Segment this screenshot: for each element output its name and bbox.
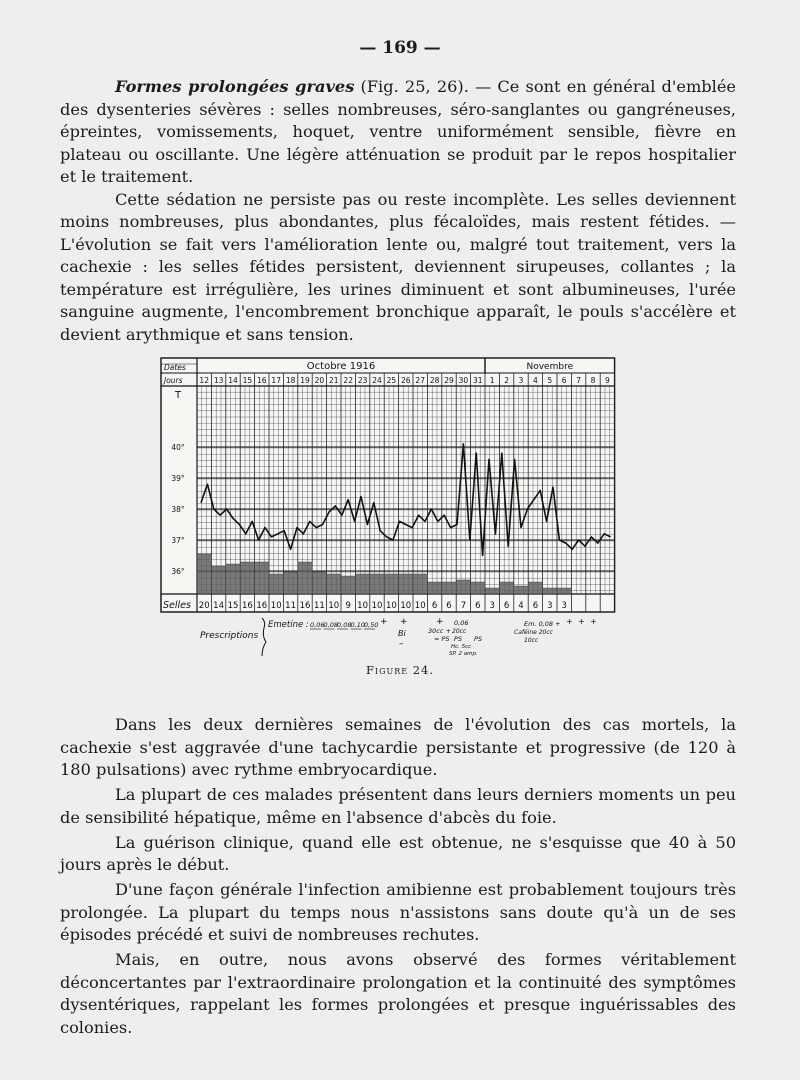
selles-value: 6 bbox=[475, 601, 481, 611]
selles-bar bbox=[442, 582, 456, 594]
selles-bar bbox=[370, 574, 384, 594]
day-label: 18 bbox=[285, 376, 296, 385]
selles-value: 3 bbox=[561, 601, 567, 611]
day-label: 25 bbox=[386, 376, 397, 385]
day-label: 24 bbox=[372, 376, 382, 385]
day-label: 16 bbox=[257, 376, 267, 385]
selles-bar bbox=[327, 574, 341, 594]
selles-bar bbox=[226, 564, 240, 594]
selles-bar bbox=[543, 588, 557, 594]
temperature-axis-label: T bbox=[175, 390, 182, 401]
selles-value: 10 bbox=[371, 601, 383, 611]
selles-label: Selles bbox=[163, 600, 191, 611]
selles-bar bbox=[341, 576, 355, 594]
selles-value: 11 bbox=[285, 601, 297, 611]
em-plus: + bbox=[590, 617, 597, 626]
selles-bar bbox=[485, 588, 499, 594]
selles-bar bbox=[211, 566, 225, 594]
y-tick-label: 38° bbox=[171, 505, 185, 514]
day-label: 7 bbox=[576, 376, 581, 385]
selles-value: 11 bbox=[313, 601, 325, 611]
bottom-text bbox=[60, 714, 736, 1042]
selles-bar bbox=[514, 586, 528, 594]
day-label: 19 bbox=[300, 376, 310, 385]
selles-bar bbox=[240, 562, 254, 594]
selles-value: 6 bbox=[431, 601, 438, 611]
prescription-note: 20cc bbox=[452, 628, 467, 635]
paragraph-body: (Fig. 25, 26). — Ce sont en général d'emblée des dysenteries sévères : selles nombreuses, séro-sanglantes ou gangréneuses, épreintes, vomissements, hoquet, ventre uniformément sensible, fièvre en plateau ou oscillante. Une légère atténuation se produit par le repos hospitalier et le traitement. bbox=[60, 77, 736, 186]
selles-bar bbox=[283, 572, 297, 594]
selles-value: 14 bbox=[213, 601, 225, 611]
emetine-dose: 0,06 bbox=[310, 621, 325, 629]
paragraph-sedation: Cette sédation ne persiste pas ou reste incomplète. Les selles deviennent moins nombreuses, plus abondantes, plus fécaloïdes, mais restent fétides. — L'évolution se fait vers l'amélioration lente ou, malgré tout traitement, vers la cachexie : les selles fétides persistent, deviennent sirupeuses, collantes ; la température est irrégulière, les urines diminuent et sont albumineuses, l'urée sanguine augmente, l'encombrement bronchique apparaît, le pouls s'accélère et devient arythmique et sans tension. bbox=[60, 189, 736, 344]
paragraph-infection: D'une façon générale l'infection amibienne est probablement toujours très prolongée. La plupart du temps nous n'assistons sans doute qu'à un de ses épisodes précédé et suivi de nombreuses rechutes. bbox=[60, 880, 736, 944]
y-tick-label: 40° bbox=[171, 443, 185, 452]
selles-bar bbox=[413, 574, 427, 594]
selles-bar bbox=[255, 562, 269, 594]
prescription-plus: + bbox=[380, 617, 388, 627]
em-label: Em. 0,08 + bbox=[524, 620, 561, 628]
prescription-note: = PS bbox=[434, 635, 450, 643]
selles-value: 20 bbox=[198, 601, 210, 611]
dates-label: Dates bbox=[164, 363, 186, 372]
y-tick-label: 37° bbox=[171, 536, 185, 545]
prescription-note: 0,06 bbox=[454, 619, 469, 627]
day-label: 12 bbox=[199, 376, 209, 385]
prescriptions-label: Prescriptions bbox=[200, 631, 259, 641]
day-label: 21 bbox=[329, 376, 339, 385]
prescription-plus: + bbox=[400, 617, 408, 627]
top-text bbox=[60, 76, 736, 346]
em-plus: + bbox=[578, 617, 585, 626]
selles-bar bbox=[528, 582, 542, 594]
y-tick-label: 39° bbox=[171, 474, 185, 483]
selles-value: 3 bbox=[489, 601, 495, 611]
selles-value: 10 bbox=[414, 601, 426, 611]
day-label: 3 bbox=[518, 376, 524, 385]
selles-value: 10 bbox=[385, 601, 397, 611]
prescription-note: 30cc + bbox=[428, 627, 451, 635]
day-label: 28 bbox=[429, 376, 440, 385]
paragraph-formes-prolongees bbox=[60, 76, 736, 189]
selles-value: 10 bbox=[357, 601, 369, 611]
temperature-chart bbox=[158, 356, 634, 662]
selles-bar bbox=[355, 574, 369, 594]
prescription-note: PS bbox=[474, 635, 483, 643]
selles-bar bbox=[456, 580, 470, 594]
emetine-dose: 0,50 bbox=[364, 621, 379, 629]
day-label: 8 bbox=[590, 376, 596, 385]
day-label: 15 bbox=[242, 376, 253, 385]
day-label: 14 bbox=[228, 376, 238, 385]
selles-bar bbox=[384, 574, 398, 594]
selles-bar bbox=[298, 562, 312, 594]
day-label: 20 bbox=[314, 376, 325, 385]
day-label: 30 bbox=[458, 376, 469, 385]
selles-bar bbox=[269, 574, 283, 594]
paragraph-cachexie: Dans les deux dernières semaines de l'évolution des cas mortels, la cachexie s'est aggravée d'une tachycardie persistante et progressive (de 120 à 180 pulsations) avec rythme embryocardique. bbox=[60, 715, 736, 779]
em-plus: + bbox=[566, 617, 573, 626]
paragraph-sensibilite: La plupart de ces malades présentent dans leurs derniers moments un peu de sensibilité hépatique, même en l'absence d'abcès du foie. bbox=[60, 785, 736, 827]
page-number: — 169 — bbox=[359, 38, 441, 58]
emetine-dose: 0,08 bbox=[337, 621, 352, 629]
month-label-november: Novembre bbox=[526, 362, 574, 372]
selles-bar bbox=[471, 582, 485, 594]
selles-value: 3 bbox=[547, 601, 553, 611]
selles-value: 6 bbox=[503, 601, 510, 611]
prescription-note: PS bbox=[454, 635, 463, 643]
month-label-october: Octobre 1916 bbox=[306, 361, 376, 372]
selles-bar bbox=[499, 582, 513, 594]
y-tick-label: 36° bbox=[171, 567, 185, 576]
selles-value: 6 bbox=[446, 601, 452, 611]
day-label: 5 bbox=[547, 376, 553, 385]
selles-value: 7 bbox=[460, 601, 467, 611]
section-title: Formes prolongées graves bbox=[115, 77, 355, 96]
selles-bar bbox=[427, 582, 441, 594]
day-label: 13 bbox=[213, 376, 224, 385]
emetine-dose: 0,10 bbox=[350, 621, 365, 629]
selles-bar bbox=[197, 554, 211, 594]
selles-value: 6 bbox=[532, 601, 539, 611]
emetine-label: Emetine : bbox=[268, 620, 309, 630]
day-label: 17 bbox=[271, 376, 281, 385]
selles-value: 9 bbox=[345, 601, 351, 611]
day-label: 6 bbox=[561, 376, 567, 385]
selles-value: 4 bbox=[518, 601, 524, 611]
figure-caption: Figure 24. bbox=[365, 663, 435, 677]
selles-value: 10 bbox=[400, 601, 412, 611]
day-label: 29 bbox=[444, 376, 454, 385]
day-label: 26 bbox=[401, 376, 411, 385]
paragraph-formes-deconcertantes: Mais, en outre, nous avons observé des formes véritablement déconcertantes par l'extraordinaire prolongation et la continuité des symptômes dysentériques, rappelant les formes prolongées et presque inguérissables des colonies. bbox=[60, 950, 736, 1037]
bismuth-label: Bi bbox=[398, 629, 406, 638]
prescription-note: Hc. 5cc bbox=[451, 644, 472, 650]
day-label: 2 bbox=[504, 376, 509, 385]
day-label: 1 bbox=[489, 376, 495, 385]
cafeine-note: 10cc bbox=[524, 637, 539, 644]
day-label: 31 bbox=[473, 376, 483, 385]
prescription-note: SP. 2 amp. bbox=[449, 651, 478, 657]
selles-bar bbox=[312, 572, 326, 594]
bismuth-mark: – bbox=[399, 639, 404, 649]
selles-bar bbox=[399, 574, 413, 594]
selles-value: 16 bbox=[256, 601, 268, 611]
paragraph-guerison: La guérison clinique, quand elle est obtenue, ne s'esquisse que 40 à 50 jours après le début. bbox=[60, 832, 736, 874]
day-label: 4 bbox=[533, 376, 538, 385]
emetine-dose: 0,08 bbox=[323, 621, 338, 629]
selles-bar bbox=[557, 588, 571, 594]
prescription-plus: + bbox=[436, 617, 444, 627]
selles-value: 15 bbox=[227, 601, 239, 611]
prescriptions-brace bbox=[262, 618, 266, 656]
day-label: 23 bbox=[357, 376, 368, 385]
jours-label: Jours bbox=[164, 376, 183, 385]
cafeine-note: Caféine 20cc bbox=[514, 629, 553, 636]
selles-value: 10 bbox=[328, 601, 340, 611]
selles-value: 16 bbox=[299, 601, 311, 611]
day-label: 22 bbox=[343, 376, 353, 385]
day-label: 9 bbox=[605, 376, 610, 385]
day-label: 27 bbox=[415, 376, 425, 385]
selles-value: 10 bbox=[270, 601, 282, 611]
selles-value: 16 bbox=[241, 601, 253, 611]
